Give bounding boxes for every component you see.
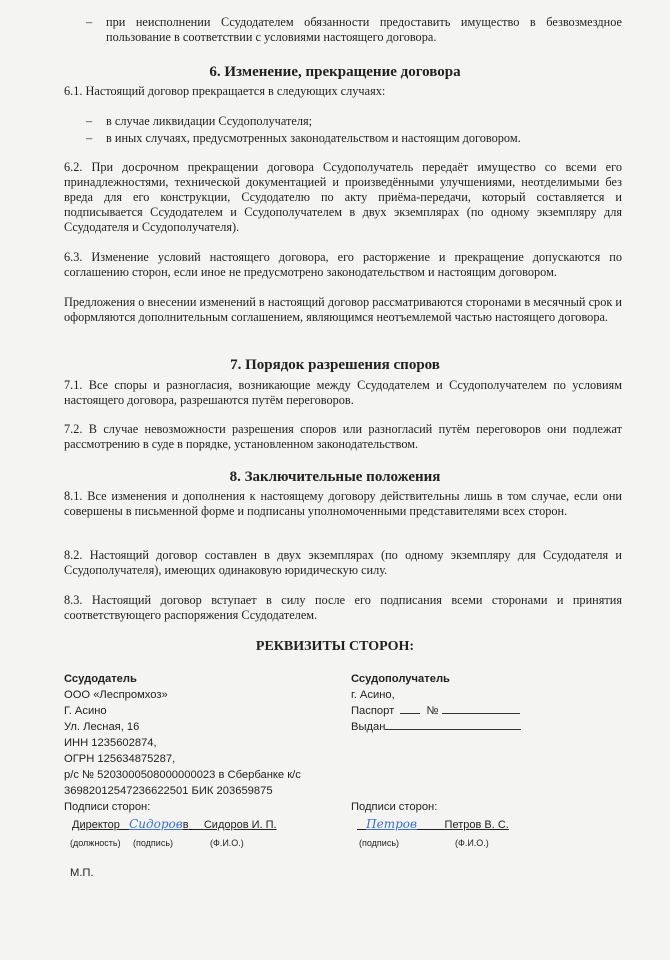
borrower-heading: Ссудополучатель <box>351 673 450 685</box>
section-8-p2: 8.2. Настоящий договор составлен в двух экземплярах (по одному экземпляру для Ссудодателя и Ссудополучателя), имеющих одинаковую юридическую силу. <box>64 548 622 577</box>
section-6-title: 6. Изменение, прекращение договора <box>209 64 461 80</box>
borrower-handwritten-signature: Петров <box>366 817 418 831</box>
lender-line: ОГРН 125634875287, <box>64 753 176 765</box>
section-8-title: 8. Заключительные положения <box>229 469 441 485</box>
borrower-signature-line <box>357 817 509 833</box>
lender-line: 36982012547236622501 БИК 203659875 <box>64 785 273 797</box>
caption-signature: (подпись) <box>359 838 400 848</box>
lender-heading: Ссудодатель <box>64 673 137 685</box>
issued-field <box>351 719 521 735</box>
intro-list-item: при неисполнении Ссудодателем обязанности предоставить имущество в безвозмездное пользование в соответствии с условиями настоящего договора. <box>106 15 622 44</box>
borrower-details <box>351 671 521 735</box>
borrower-name: Петров В. С. <box>444 819 509 831</box>
caption-name: (Ф.И.О.) <box>210 838 244 848</box>
lender-line: ООО «Леспромхоз» <box>64 689 168 701</box>
list-dash: – <box>86 131 93 145</box>
passport-series-blank <box>400 713 420 714</box>
section-8-p3: 8.3. Настоящий договор вступает в силу после его подписания всеми сторонами и принятия соответствующего распоряжения Ссудодателем. <box>64 593 622 622</box>
borrower-city: г. Асино, <box>351 689 395 701</box>
passport-number-blank <box>442 713 520 714</box>
lender-line: Г. Асино <box>64 705 107 717</box>
lender-details <box>64 671 301 815</box>
lender-signature-tail: в <box>182 819 189 831</box>
section-6-item-1: в случае ликвидации Ссудополучателя; <box>106 114 313 128</box>
lender-name: Сидоров И. П. <box>203 819 277 831</box>
stamp-label: М.П. <box>70 867 94 879</box>
list-dash: – <box>86 15 93 29</box>
passport-number-label: № <box>426 705 439 717</box>
section-7-p2: 7.2. В случае невозможности разрешения споров или разногласий путём переговоров они подлежат рассмотрению в суде в порядке, установленном законодательством. <box>64 422 622 451</box>
caption-signature: (подпись) <box>133 838 174 848</box>
lender-line: Ул. Лесная, 16 <box>64 721 140 733</box>
passport-field <box>351 703 521 719</box>
section-6-item-2: в иных случаях, предусмотренных законодательством и настоящим договором. <box>106 131 521 145</box>
list-dash: – <box>86 114 93 128</box>
section-7-p1: 7.1. Все споры и разногласия, возникающие между Ссудодателем и Ссудополучателем по условиям настоящего договора, разрешаются путём переговоров. <box>64 378 622 407</box>
lender-line: р/с № 5203000508000000023 в Сбербанке к/с <box>64 769 301 781</box>
section-8-p1: 8.1. Все изменения и дополнения к настоящему договору действительны лишь в том случае, если они совершены в письменной форме и подписаны уполномоченными представителями всех сторон. <box>64 489 622 518</box>
section-6-p1: 6.1. Настоящий договор прекращается в следующих случаях: <box>64 84 386 98</box>
lender-signature-line <box>72 817 277 833</box>
section-7-title: 7. Порядок разрешения споров <box>230 357 440 373</box>
borrower-signatures-label: Подписи сторон: <box>351 801 438 813</box>
issued-label: Выдан <box>351 721 386 733</box>
issued-blank <box>385 729 521 730</box>
passport-label: Паспорт <box>351 705 395 717</box>
section-6-p2: 6.2. При досрочном прекращении договора Ссудополучатель передаёт имущество со всеми его принадлежностями, технической документацией и произведёнными улучшениями, неотделимыми без вреда для его конструкции, Ссудодателю по акту приёма-передачи, который составляется и подписывается Ссудодателем и Ссудополучателем в двух экземплярах (по одному экземпляру для Ссудодателя и Ссудополучателя). <box>64 160 622 234</box>
lender-position: Директор <box>72 819 120 831</box>
requisites-title: РЕКВИЗИТЫ СТОРОН: <box>255 639 415 654</box>
section-6-p3: 6.3. Изменение условий настоящего договора, его расторжение и прекращение допускаются по соглашению сторон, если иное не предусмотрено законодательством и настоящим договором. <box>64 250 622 279</box>
lender-handwritten-signature: Сидоров <box>129 817 183 831</box>
section-6-p4: Предложения о внесении изменений в настоящий договор рассматриваются сторонами в месячный срок и оформляются дополнительным соглашением, являющимся неотъемлемой частью настоящего договора. <box>64 295 622 324</box>
caption-position: (должность) <box>70 838 121 848</box>
caption-name: (Ф.И.О.) <box>455 838 489 848</box>
lender-signatures-label: Подписи сторон: <box>64 801 151 813</box>
lender-line: ИНН 1235602874, <box>64 737 157 749</box>
